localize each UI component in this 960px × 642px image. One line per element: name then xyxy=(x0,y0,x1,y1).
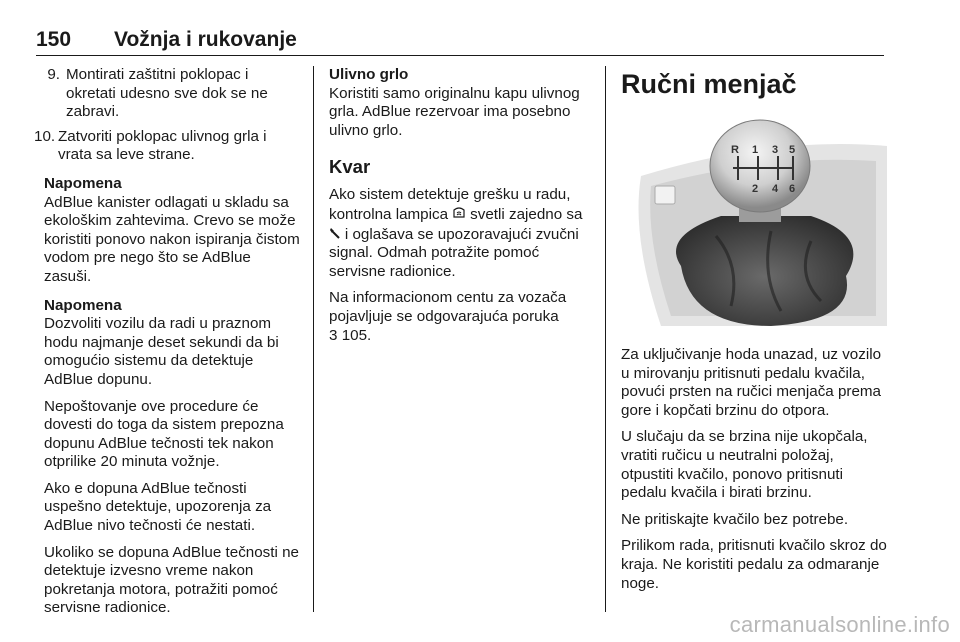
fault-text: i oglašava se upozoravajući zvučni signal. Odmah potražite pomoć servisne radionice. xyxy=(329,225,579,280)
reference-arrow-icon: 3 xyxy=(329,326,338,344)
chapter-title: Vožnja i rukovanje xyxy=(114,28,297,51)
note-heading: Napomena xyxy=(44,174,122,192)
section-title: Ručni menjač xyxy=(621,69,797,99)
paragraph: Za uključivanje hoda unazad, uz vozilo u mirovanju pritisnuti pedalu kvačila, povući prsten na ručici menjača prema gore i kopčati brzinu do otpora. xyxy=(621,346,882,419)
paragraph: Ukoliko se dopuna AdBlue tečnosti ne detektuje izvesno vreme nakon pokretanja motora, potražiti pomoć servisne radionice. xyxy=(44,543,299,617)
knob-label: 5 xyxy=(789,144,796,156)
fault-text: Ako sistem detektuje grešku u radu, kontrolna lampica xyxy=(329,186,571,223)
paragraph: Ne pritiskajte kvačilo bez potrebe. xyxy=(621,510,849,528)
list-item xyxy=(44,66,302,122)
fault-text: svetli zajedno sa xyxy=(470,205,583,223)
knob-label: 6 xyxy=(789,183,796,195)
info-text: Na informacionom centu za vozača pojavljuje se odgovarajuća poruka xyxy=(329,289,567,325)
note-heading: Napomena xyxy=(44,296,122,314)
step-text: Montirati zaštitni poklopac i okretati udesno sve dok se ne zabravi. xyxy=(66,66,268,121)
step-number: 10. xyxy=(34,127,56,145)
info-paragraph xyxy=(329,289,595,345)
paragraph: Ako e dopuna AdBlue tečnosti uspešno detektuje, upozorenja za AdBlue nivo tečnosti će nestati. xyxy=(44,479,272,535)
watermark: carmanualsonline.info xyxy=(729,612,950,637)
paragraph: Koristiti samo originalnu kapu ulivnog grla. AdBlue rezervoar ima posebno ulivno grlo. xyxy=(329,84,580,139)
knob-label: 2 xyxy=(752,183,759,195)
column-middle xyxy=(329,66,595,353)
section-heading: Kvar xyxy=(329,156,371,178)
gear-shift-illustration xyxy=(621,116,887,336)
column-divider xyxy=(605,66,606,612)
adblue-warning-icon xyxy=(452,206,470,222)
fault-paragraph xyxy=(329,186,595,281)
page-number: 150 xyxy=(36,28,72,51)
knob-label: 4 xyxy=(772,183,779,195)
note-text: AdBlue kanister odlagati u skladu sa ekološkim zahtevima. Crevo se može koristiti ponovo nakon ispiranja čistom vodom pre nego što se AdBlue zasuši. xyxy=(44,193,300,285)
knob-label: 3 xyxy=(772,144,779,156)
page-header xyxy=(36,27,884,56)
note-text: Dozvoliti vozilu da radi u praznom hodu najmanje deset sekundi da bi omogućio sistemu da detektuje AdBlue dopunu. xyxy=(44,315,279,388)
paragraph: U slučaju da se brzina nije ukopčala, vratiti ručicu u neutralni položaj, otpustiti kvačilo, ponovo pritisnuti pedalu kvačila i birati brzinu. xyxy=(621,428,868,502)
knob-label: R xyxy=(731,144,739,156)
column-left xyxy=(34,66,302,626)
step-number: 9. xyxy=(47,66,60,83)
knob-label: 1 xyxy=(752,144,759,156)
paragraph: Nepoštovanje ove procedure će dovesti do toga da sistem prepozna dopunu AdBlue tečnosti tek nakon otprilike 20 minuta vožnje. xyxy=(44,397,284,471)
step-text: Zatvoriti poklopac ulivnog grla i vrata sa leve strane. xyxy=(58,127,267,164)
wrench-icon xyxy=(329,226,345,242)
column-right xyxy=(621,66,887,601)
column-divider xyxy=(313,66,314,612)
paragraph: Prilikom rada, pritisnuti kvačilo skroz do kraja. Ne koristiti pedalu za odmaranje noge. xyxy=(621,537,887,592)
subsection-heading: Ulivno grlo xyxy=(329,66,409,83)
console-button xyxy=(655,186,675,204)
list-item xyxy=(34,127,302,165)
page-reference[interactable]: 105. xyxy=(341,326,372,344)
